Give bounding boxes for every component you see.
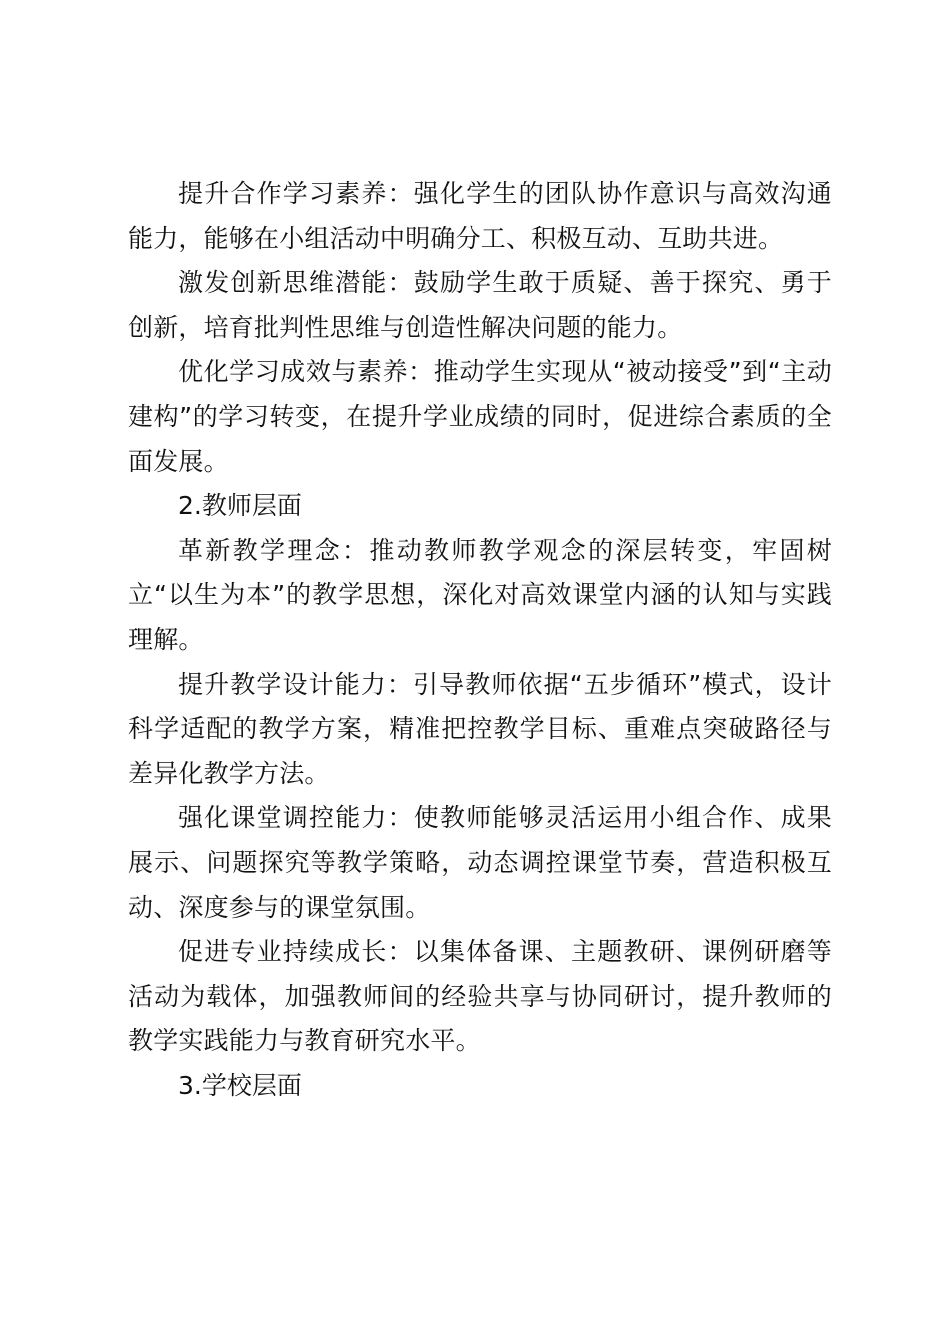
paragraph-cooperative-learning: 提升合作学习素养：强化学生的团队协作意识与高效沟通能力，能够在小组活动中明确分工、积极互动、互助共进。 — [128, 179, 832, 253]
section-heading-school-level: 3.学校层面 — [178, 1070, 302, 1100]
paragraph-professional-growth: 促进专业持续成长：以集体备课、主题教研、课例研磨等活动为载体，加强教师间的经验共享与协同研讨，提升教师的教学实践能力与教育研究水平。 — [128, 937, 832, 1056]
paragraph-classroom-control: 强化课堂调控能力：使教师能够灵活运用小组合作、成果展示、问题探究等教学策略，动态调控课堂节奏，营造积极互动、深度参与的课堂氛围。 — [128, 803, 832, 922]
section-heading-teacher-level: 2.教师层面 — [178, 491, 302, 521]
paragraph-learning-outcomes: 优化学习成效与素养：推动学生实现从“被动接受”到“主动建构”的学习转变，在提升学业成绩的同时，促进综合素质的全面发展。 — [128, 357, 832, 476]
paragraph-instructional-design: 提升教学设计能力：引导教师依据“五步循环”模式，设计科学适配的教学方案，精准把控教学目标、重难点突破路径与差异化教学方法。 — [128, 669, 832, 788]
document-body — [128, 172, 832, 1108]
paragraph-teaching-philosophy: 革新教学理念：推动教师教学观念的深层转变，牢固树立“以生为本”的教学思想，深化对高效课堂内涵的认知与实践理解。 — [128, 535, 832, 654]
paragraph-innovative-thinking: 激发创新思维潜能：鼓励学生敢于质疑、善于探究、勇于创新，培育批判性思维与创造性解决问题的能力。 — [128, 268, 832, 342]
